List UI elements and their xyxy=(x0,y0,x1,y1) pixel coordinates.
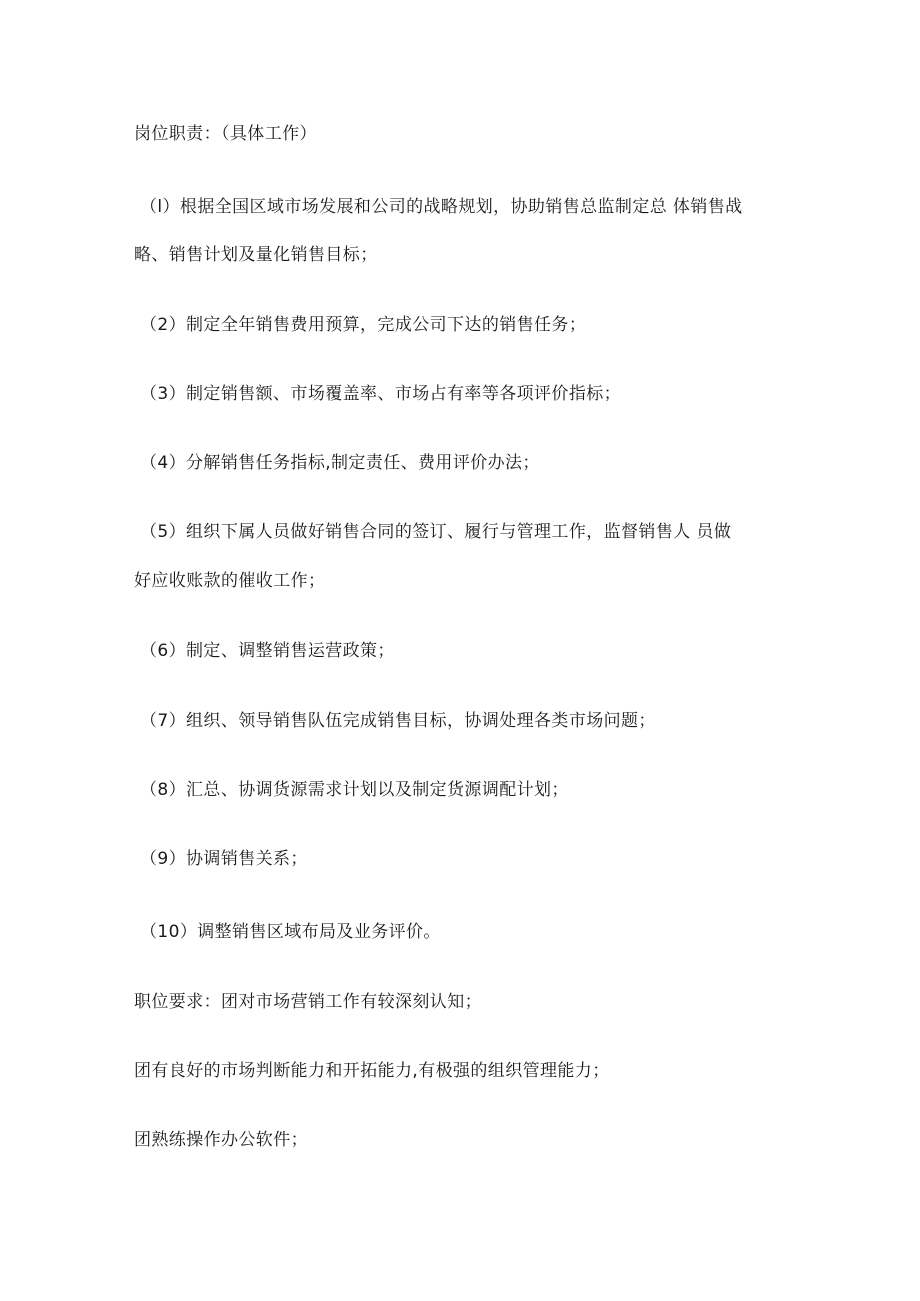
requirement-3: 团熟练操作办公软件； xyxy=(134,1130,308,1150)
duty-8: （8）汇总、协调货源需求计划以及制定货源调配计划； xyxy=(140,780,569,800)
requirement-1: 职位要求：团对市场营销工作有较深刻认知； xyxy=(134,992,482,1012)
duty-5-line-1: （5）组织下属人员做好销售合同的签订、履行与管理工作，监督销售人 员做 xyxy=(140,522,732,542)
duty-3: （3）制定销售额、市场覆盖率、市场占有率等各项评价指标； xyxy=(140,384,622,404)
requirement-2: 团有良好的市场判断能力和开拓能力,有极强的组织管理能力； xyxy=(134,1061,610,1081)
duty-1-line-1: （l）根据全国区域市场发展和公司的战略规划，协助销售总监制定总 体销售战 xyxy=(140,197,743,217)
duty-9: （9）协调销售关系； xyxy=(140,849,308,869)
section-heading-duties: 岗位职责：（具体工作） xyxy=(134,124,317,144)
duty-10: （10）调整销售区域布局及业务评价。 xyxy=(140,922,441,942)
duty-2: （2）制定全年销售费用预算，完成公司下达的销售任务； xyxy=(140,315,587,335)
duty-4: （4）分解销售任务指标,制定责任、费用评价办法； xyxy=(140,453,540,473)
duty-6: （6）制定、调整销售运营政策； xyxy=(140,641,395,661)
duty-1-line-2: 略、销售计划及量化销售目标； xyxy=(134,245,378,265)
duty-5-line-2: 好应收账款的催收工作； xyxy=(134,571,326,591)
duty-7: （7）组织、领导销售队伍完成销售目标，协调处理各类市场问题； xyxy=(140,711,656,731)
